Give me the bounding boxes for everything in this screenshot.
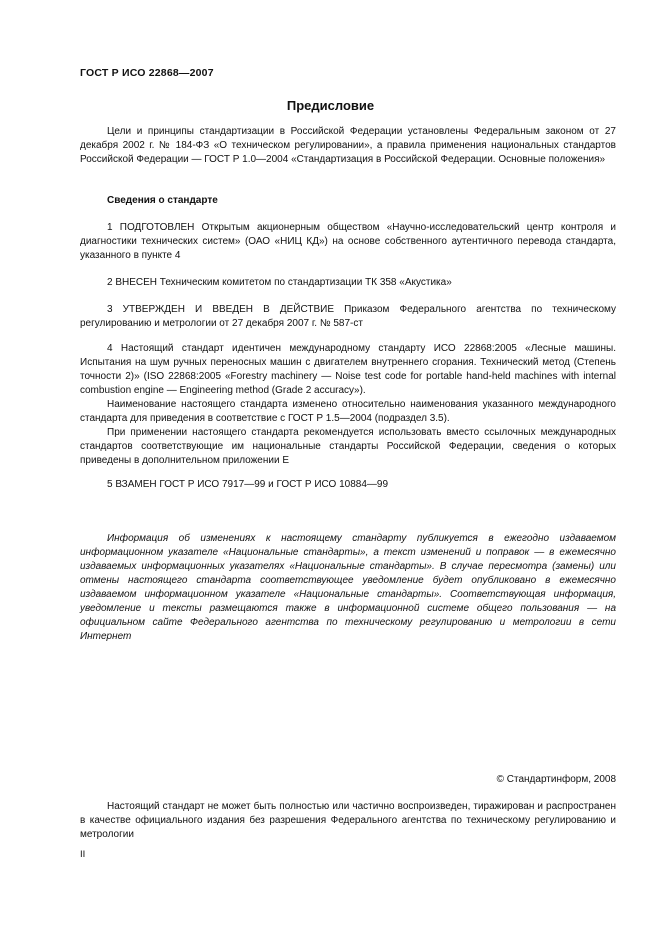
page-title: Предисловие	[286, 98, 375, 113]
item-4-block	[80, 342, 616, 468]
item-3-block	[80, 303, 616, 331]
reproduction-paragraph: Настоящий стандарт не может быть полностью или частично воспроизведен, тиражирован и распространен в качестве официального издания без разрешения Федерального агентства по техническому регулированию и метрологии	[80, 801, 616, 840]
intro-paragraph: Цели и принципы стандартизации в Российской Федерации установлены Федеральным законом от 27 декабря 2002 г. № 184-ФЗ «О техническом регулировании», а правила применения национальных стандартов Российской Федерации — ГОСТ Р 1.0—2004 «Стандартизация в Российской Федерации. Основные положения»	[80, 126, 616, 165]
item-5-paragraph: 5 ВЗАМЕН ГОСТ Р ИСО 7917—99 и ГОСТ Р ИСО 10884—99	[107, 479, 389, 490]
item-5-block	[80, 478, 616, 492]
item-4-paragraph-3: При применении настоящего стандарта рекомендуется использовать вместо ссылочных международных стандартов соответствующие им национальные стандарты Российской Федерации, сведения о которых приведены в дополнительном приложении Е	[80, 427, 616, 466]
standard-code: ГОСТ Р ИСО 22868—2007	[80, 67, 214, 79]
page-number: II	[80, 849, 86, 860]
notice-block	[80, 532, 616, 644]
info-heading-block	[80, 194, 616, 208]
copyright-line: © Стандартинформ, 2008	[496, 774, 616, 785]
item-4-paragraph-1: 4 Настоящий стандарт идентичен международному стандарту ИСО 22868:2005 «Лесные машины. Испытания на шум ручных переносных машин с двигателем внутреннего сгорания. Технический метод (Степень точности 2)» (ISO 22868:2005 «Forestry machinery — Noise test code for portable hand-held machines with internal combustion engine — Engineering method (Grade 2 accuracy»).	[80, 343, 616, 396]
info-heading: Сведения о стандарте	[107, 195, 218, 206]
intro-section	[80, 125, 616, 167]
item-4-paragraph-2: Наименование настоящего стандарта изменено относительно наименования указанного международного стандарта для приведения в соответствие с ГОСТ Р 1.5—2004 (подраздел 3.5).	[80, 399, 616, 424]
reproduction-block	[80, 800, 616, 842]
item-2-paragraph: 2 ВНЕСЕН Техническим комитетом по стандартизации ТК 358 «Акустика»	[107, 277, 452, 288]
item-2-block	[80, 276, 616, 290]
item-3-paragraph: 3 УТВЕРЖДЕН И ВВЕДЕН В ДЕЙСТВИЕ Приказом Федерального агентства по техническому регулированию и метрологии от 27 декабря 2007 г. № 587-ст	[80, 304, 616, 329]
notice-paragraph: Информация об изменениях к настоящему стандарту публикуется в ежегодно издаваемом информационном указателе «Национальные стандарты», а текст изменений и поправок — в ежемесячно издаваемых информационных указателях «Национальные стандарты». В случае пересмотра (замены) или отмены настоящего стандарта соответствующее уведомление будет опубликовано в ежемесячно издаваемом информационном указателе «Национальные стандарты». Соответствующая информация, уведомление и тексты размещаются также в информационной системе общего пользования — на официальном сайте Федерального агентства по техническому регулированию и метрологии в сети Интернет	[80, 533, 616, 642]
item-1-paragraph: 1 ПОДГОТОВЛЕН Открытым акционерным обществом «Научно-исследовательский центр контроля и диагностики технических систем» (ОАО «НИЦ КД») на основе собственного аутентичного перевода стандарта, указанного в пункте 4	[80, 222, 616, 261]
item-1-block	[80, 221, 616, 263]
